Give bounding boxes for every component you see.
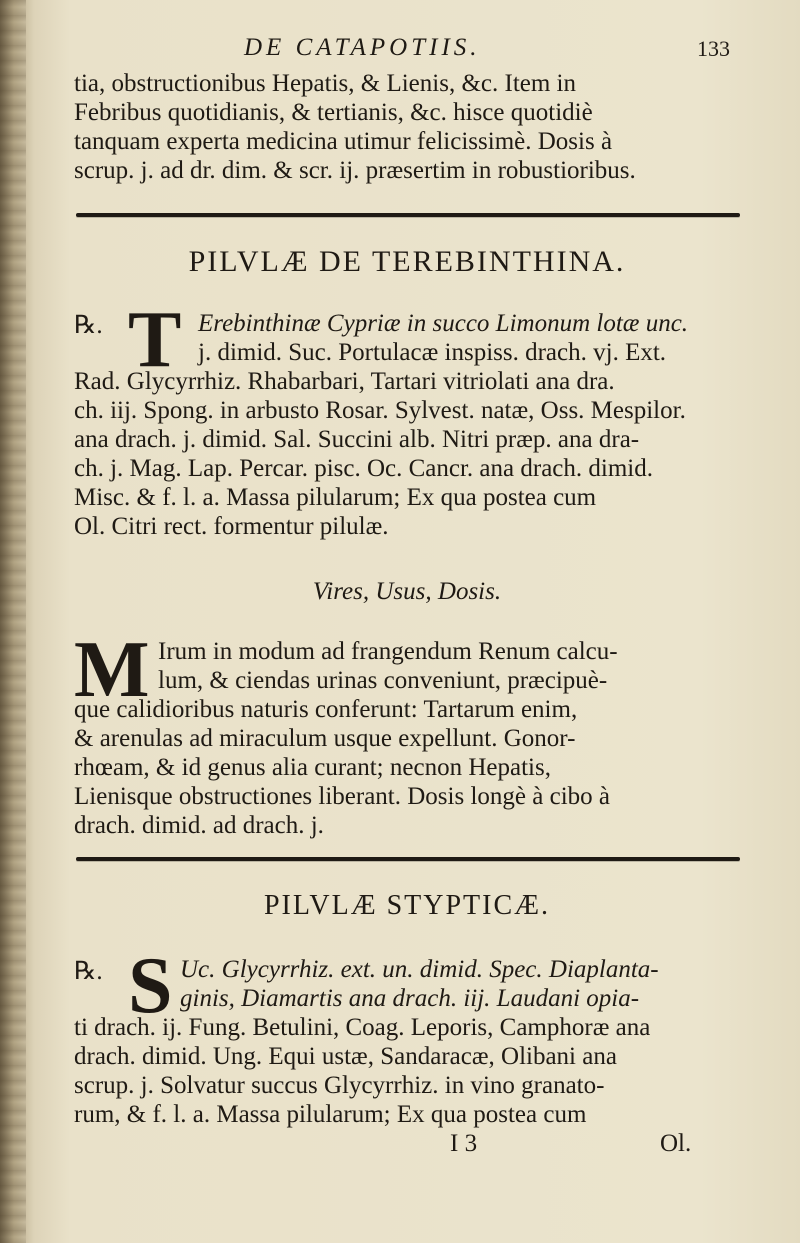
intro-line: scrup. j. ad dr. dim. & scr. ij. præsertim in robustioribus. [74,157,636,184]
intro-line: Febribus quotidianis, & tertianis, &c. hisce quotidiè [74,99,593,126]
body-line: lum, & ciendas urinas conveniunt, præcipuè- [158,667,608,694]
recipe-line: ginis, Diamartis ana drach. iij. Laudani opia- [180,985,640,1012]
recipe-line: Erebinthinæ Cypriæ in succo Limonum lotæ unc. [198,310,689,337]
recipe-line: scrup. j. Solvatur succus Glycyrrhiz. in vino granato- [74,1072,605,1099]
drop-cap: S [128,942,173,1030]
recipe-line: ch. j. Mag. Lap. Percar. pisc. Oc. Cancr. ana drach. dimid. [74,455,653,482]
body-line: Irum in modum ad frangendum Renum calcu- [158,638,618,665]
recipe-line: Uc. Glycyrrhiz. ext. un. dimid. Spec. Diaplanta- [180,956,659,983]
body-line: Lienisque obstructiones liberant. Dosis longè à cibo à [74,783,610,810]
recipe-line: j. dimid. Suc. Portulacæ inspiss. drach. vj. Ext. [198,339,667,366]
section-title: PILVLÆ STYPTICÆ. [263,890,551,921]
intro-line: tanquam experta medicina utimur felicissimè. Dosis à [74,128,613,155]
recipe-line: Ol. Citri rect. formentur pilulæ. [74,513,389,540]
running-title: DE CATAPOTIIS. [244,34,481,61]
recipe-line: ch. iij. Spong. in arbusto Rosar. Sylvest. natæ, Oss. Mespilor. [74,397,686,424]
recipe-line: Rad. Glycyrrhiz. Rhabarbari, Tartari vitriolati ana dra. [74,368,615,395]
section-divider [76,857,740,861]
catchword: Ol. [660,1130,692,1157]
section-divider [76,213,740,217]
recipe-line: ana drach. j. dimid. Sal. Succini alb. Nitri præp. ana dra- [74,426,640,453]
running-header [74,34,740,64]
drop-cap: M [74,626,150,714]
recipe-line: rum, & f. l. a. Massa pilularum; Ex qua postea cum [74,1101,587,1128]
recipe-line: Misc. & f. l. a. Massa pilularum; Ex qua postea cum [74,484,597,511]
intro-line: tia, obstructionibus Hepatis, & Lienis, &c. Item in [74,70,577,97]
binding-gutter [0,0,26,1243]
signature-mark: I 3 [450,1130,478,1157]
recipe-line: drach. dimid. Ung. Equi ustæ, Sandaracæ, Olibani ana [74,1043,617,1070]
body-line: que calidioribus naturis conferunt: Tartarum enim, [74,696,578,723]
page-number: 133 [697,36,730,61]
body-line: rhœam, & id genus alia curant; necnon Hepatis, [74,754,551,781]
body-line: & arenulas ad miraculum usque expellunt. Gonor- [74,725,576,752]
recipe-mark: ℞. [74,958,103,985]
drop-cap: T [128,296,182,384]
recipe-mark: ℞. [74,312,103,339]
subheading: Vires, Usus, Dosis. [312,578,502,605]
section-title: PILVLÆ DE TEREBINTHINA. [188,245,626,278]
recipe-line: ti drach. ij. Fung. Betulini, Coag. Leporis, Camphoræ ana [74,1014,651,1041]
body-line: drach. dimid. ad drach. j. [74,812,324,839]
